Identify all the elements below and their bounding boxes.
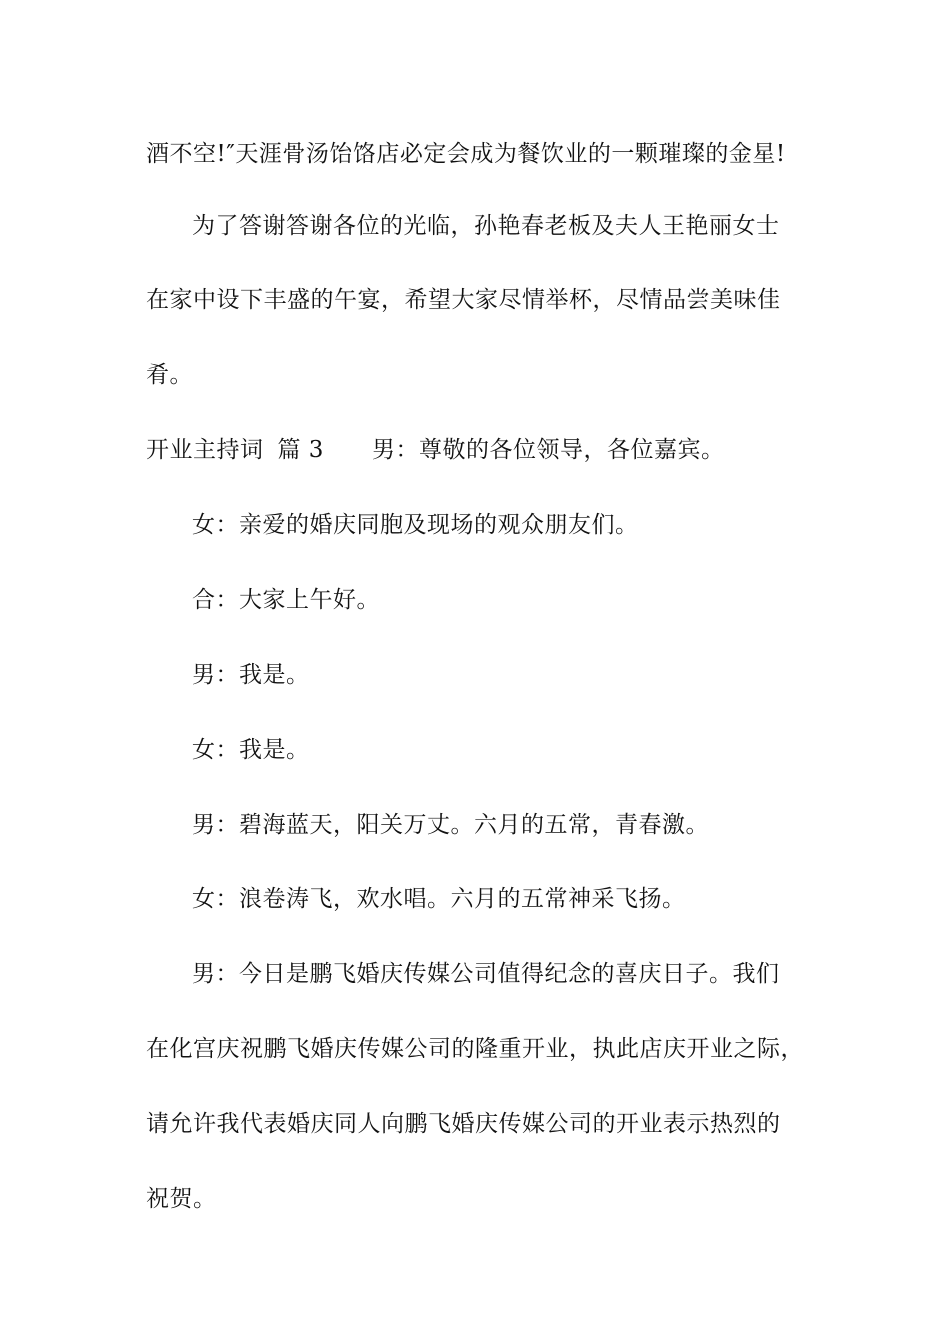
paragraph-line: 在家中设下丰盛的午宴，希望大家尽情举杯，尽情品尝美味佳 xyxy=(146,287,781,313)
dialogue-line: 女：亲爱的婚庆同胞及现场的观众朋友们。 xyxy=(192,512,639,538)
paragraph-line: 祝贺。 xyxy=(146,1186,217,1212)
section-title: 开业主持词 xyxy=(146,437,264,463)
paragraph-line: 肴。 xyxy=(146,362,193,388)
dialogue-line: 女：我是。 xyxy=(192,737,310,763)
paragraph-line: 为了答谢答谢各位的光临，孙艳春老板及夫人王艳丽女士 xyxy=(192,213,780,239)
paragraph-line: 酒不空!″天涯骨汤饴饹店必定会成为餐饮业的一颗璀璨的金星! xyxy=(146,141,786,167)
dialogue-line: 男：碧海蓝天，阳关万丈。六月的五常，青春激。 xyxy=(192,812,709,838)
paragraph-line: 在化宫庆祝鹏飞婚庆传媒公司的隆重开业，执此店庆开业之际， xyxy=(146,1036,804,1062)
section-heading-line xyxy=(146,435,724,465)
dialogue-line: 男：今日是鹏飞婚庆传媒公司值得纪念的喜庆日子。我们 xyxy=(192,961,780,987)
dialogue-line: 女：浪卷涛飞，欢水唱。六月的五常神采飞扬。 xyxy=(192,886,686,912)
paragraph-line: 请允许我代表婚庆同人向鹏飞婚庆传媒公司的开业表示热烈的 xyxy=(146,1111,781,1137)
dialogue-line: 合：大家上午好。 xyxy=(192,587,380,613)
dialogue-line: 男：我是。 xyxy=(192,662,310,688)
section-number: 篇 3 xyxy=(277,437,324,463)
dialogue-line: 男：尊敬的各位领导，各位嘉宾。 xyxy=(371,437,725,463)
